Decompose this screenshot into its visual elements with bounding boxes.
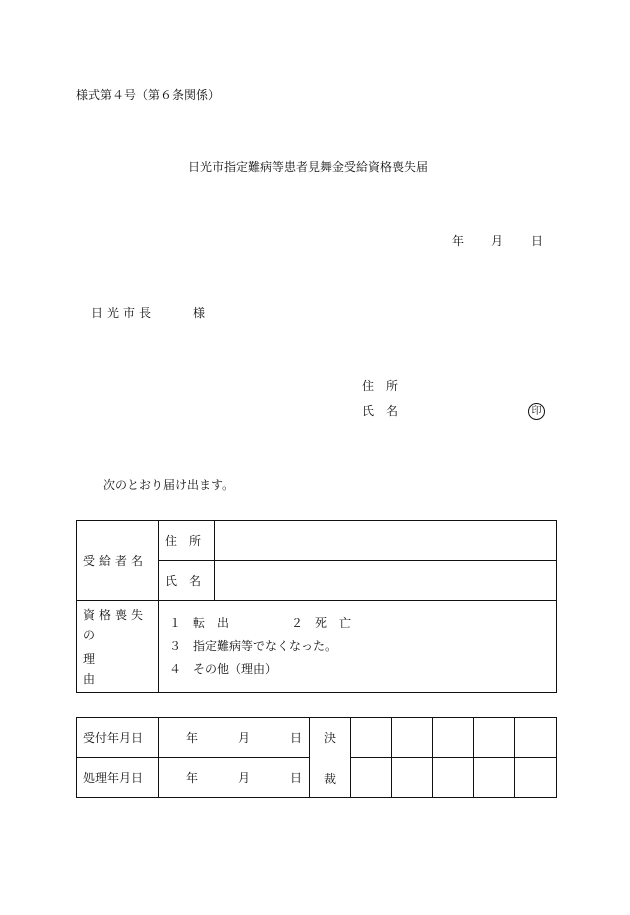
received-date-label: 受付年月日 [77, 718, 159, 758]
recipient-name-label: 氏 名 [159, 561, 215, 601]
seal-mark: 印 [528, 403, 545, 420]
received-year: 年 [186, 731, 199, 745]
reason-options [159, 601, 557, 693]
recipient-name-field[interactable] [215, 561, 557, 601]
office-use-table [76, 717, 557, 798]
processed-date-field[interactable] [159, 758, 310, 798]
recipient-table [76, 520, 557, 693]
reason-option-other[interactable]: ４ その他（理由） [169, 662, 278, 676]
approval-label-top: 決 [323, 730, 336, 745]
processed-date-label: 処理年月日 [77, 758, 159, 798]
approval-box[interactable] [433, 718, 474, 758]
statement-text: 次のとおり届け出ます。 [103, 478, 235, 492]
approval-box[interactable] [515, 758, 557, 798]
reason-option-no-longer-designated[interactable]: ３ 指定難病等でなくなった。 [169, 639, 338, 653]
approval-box[interactable] [392, 718, 433, 758]
reason-label-line-2: 理 由 [83, 651, 148, 686]
reason-option-move-out[interactable]: １ 転 出 [169, 616, 230, 630]
approval-box[interactable] [392, 758, 433, 798]
received-month: 月 [238, 731, 251, 745]
recipient-address-field[interactable] [215, 521, 557, 561]
approval-box[interactable] [433, 758, 474, 798]
approval-box[interactable] [351, 758, 392, 798]
addressee-honorific: 様 [193, 306, 206, 320]
form-number: 様式第４号（第６条関係） [76, 88, 221, 102]
form-title: 日光市指定難病等患者見舞金受給資格喪失届 [188, 160, 429, 174]
date-month-label: 月 [491, 234, 504, 248]
date-year-label: 年 [452, 234, 465, 248]
approval-box[interactable] [351, 718, 392, 758]
processed-day: 日 [290, 771, 303, 785]
received-day: 日 [290, 731, 303, 745]
approval-label-bottom: 裁 [323, 771, 336, 786]
reason-row-1 [159, 612, 556, 635]
applicant-name-label: 氏 名 [362, 404, 399, 418]
reason-label [77, 601, 159, 693]
applicant-address-label: 住 所 [362, 379, 399, 393]
reason-label-line-1: 資格喪失の [83, 607, 148, 642]
date-day-label: 日 [531, 234, 544, 248]
recipient-address-label: 住 所 [159, 521, 215, 561]
approval-box[interactable] [515, 718, 557, 758]
reason-option-death[interactable]: ２ 死 亡 [291, 616, 352, 630]
processed-year: 年 [186, 771, 199, 785]
approval-label [310, 718, 351, 798]
recipient-label: 受給者名 [77, 521, 159, 601]
approval-box[interactable] [474, 718, 515, 758]
addressee-name: 日光市長 [91, 306, 156, 320]
processed-month: 月 [238, 771, 251, 785]
received-date-field[interactable] [159, 718, 310, 758]
approval-box[interactable] [474, 758, 515, 798]
